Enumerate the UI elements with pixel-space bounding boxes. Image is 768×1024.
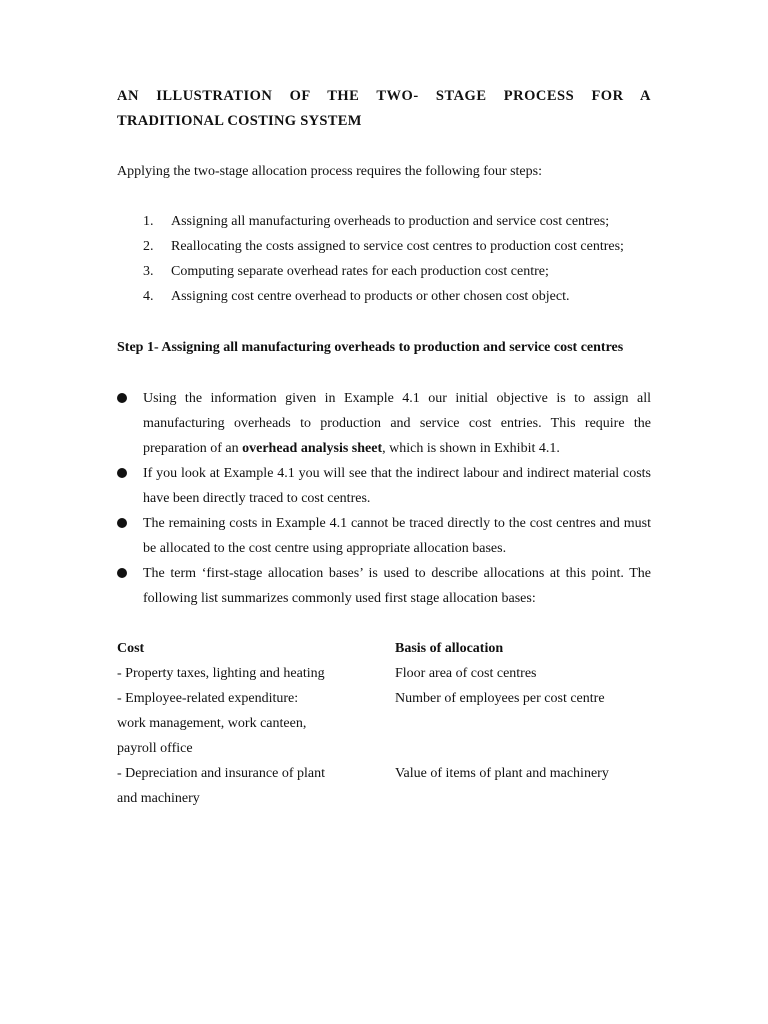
bullet-dot-icon — [117, 468, 127, 478]
step-text: Reallocating the costs assigned to service cost centres to production cost centres; — [171, 239, 624, 254]
allocation-table-row — [117, 761, 651, 786]
bullet-text: If you look at Example 4.1 you will see that the indirect labour and indirect material costs have been directly traced to cost centres. — [143, 466, 651, 506]
basis-cell: Number of employees per cost centre — [395, 691, 605, 706]
allocation-table-row — [117, 686, 651, 711]
cost-cell: payroll office — [117, 741, 193, 756]
title-line-1: AN ILLUSTRATION OF THE TWO- STAGE PROCESS FOR A — [117, 88, 651, 104]
allocation-table-row — [117, 661, 651, 686]
cost-cell: - Employee-related expenditure: — [117, 691, 299, 706]
allocation-table-header — [117, 636, 651, 661]
bullet-dot-icon — [117, 518, 127, 528]
document-page — [117, 84, 651, 811]
basis-cell: Floor area of cost centres — [395, 666, 537, 681]
bullet-list — [117, 386, 651, 611]
title-line-2: TRADITIONAL COSTING SYSTEM — [117, 113, 362, 129]
bullet-bold-text: overhead analysis sheet — [242, 441, 383, 456]
step-item — [117, 284, 651, 309]
allocation-table-row — [117, 786, 651, 811]
step-text: Computing separate overhead rates for each production cost centre; — [171, 264, 549, 279]
basis-cell — [395, 786, 651, 811]
step-text: Assigning all manufacturing overheads to production and service cost centres; — [171, 214, 610, 229]
step-number: 3. — [143, 264, 154, 279]
step-number: 2. — [143, 239, 154, 254]
step-number: 4. — [143, 289, 154, 304]
bullet-dot-icon — [117, 568, 127, 578]
basis-column-header: Basis of allocation — [395, 641, 504, 656]
step-item — [117, 209, 651, 234]
cost-cell: and machinery — [117, 791, 200, 806]
cost-cell: work management, work canteen, — [117, 716, 307, 731]
basis-cell — [395, 736, 651, 761]
basis-cell: Value of items of plant and machinery — [395, 766, 609, 781]
step1-heading: Step 1- Assigning all manufacturing overheads to production and service cost centres — [117, 340, 624, 355]
bullet-text: Using the information given in Example 4.1 our initial objective is to assign all manufacturing overheads to production and service cost entries. This require the preparation of an — [143, 391, 651, 456]
bullet-item — [117, 461, 651, 511]
bullet-text-end: , which is shown in Exhibit 4.1. — [382, 441, 560, 456]
step-number: 1. — [143, 214, 154, 229]
bullet-text: The term ‘first-stage allocation bases’ is used to describe allocations at this point. The following list summarizes commonly used first stage allocation bases: — [143, 566, 651, 606]
cost-column-header: Cost — [117, 641, 145, 656]
intro-paragraph: Applying the two-stage allocation process requires the following four steps: — [117, 164, 542, 179]
document-title — [117, 84, 651, 134]
bullet-item — [117, 386, 651, 461]
bullet-text: The remaining costs in Example 4.1 cannot be traced directly to the cost centres and must be allocated to the cost centre using appropriate allocation bases. — [143, 516, 651, 556]
steps-list — [117, 209, 651, 309]
allocation-bases-table — [117, 636, 651, 811]
allocation-table-row — [117, 736, 651, 761]
bullet-item — [117, 561, 651, 611]
allocation-table-row — [117, 711, 651, 736]
bullet-dot-icon — [117, 393, 127, 403]
cost-cell: - Property taxes, lighting and heating — [117, 666, 325, 681]
bullet-item — [117, 511, 651, 561]
cost-cell: - Depreciation and insurance of plant — [117, 766, 325, 781]
step-item — [117, 234, 651, 259]
basis-cell — [395, 711, 651, 736]
step-item — [117, 259, 651, 284]
step-text: Assigning cost centre overhead to products or other chosen cost object. — [171, 289, 570, 304]
